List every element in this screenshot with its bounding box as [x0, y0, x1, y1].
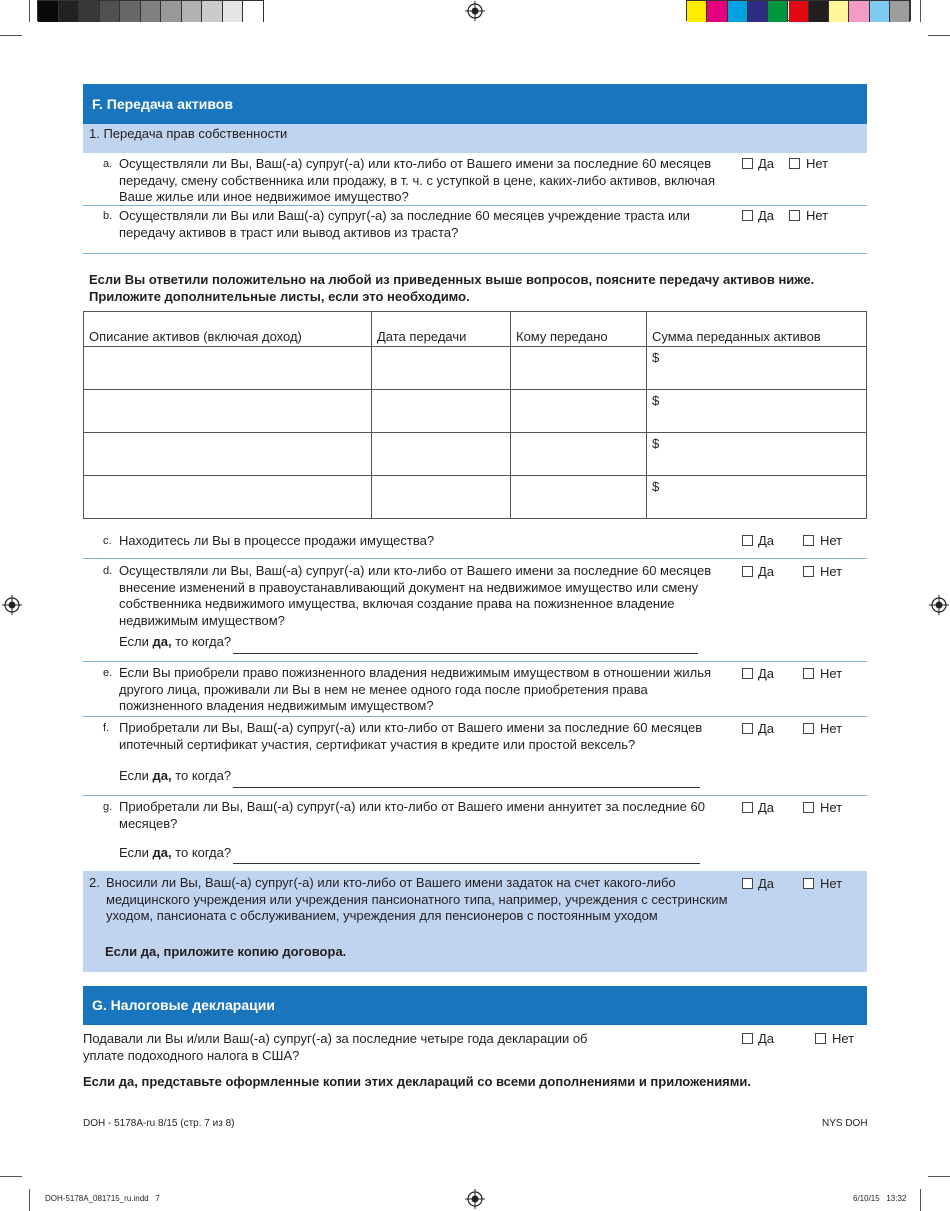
table-cell-description[interactable]	[84, 476, 372, 519]
color-swatch	[243, 1, 264, 22]
table-cell-date[interactable]	[372, 390, 511, 433]
question-2-yes-checkbox[interactable]	[742, 878, 753, 889]
question-g-no-checkbox[interactable]	[803, 802, 814, 813]
agency-name: NYS DOH	[822, 1118, 868, 1129]
crop-mark	[928, 1176, 950, 1177]
table-cell-amount[interactable]: $	[647, 390, 867, 433]
question-g-if-yes-label: Если да, то когда?	[119, 845, 232, 860]
file-slug: DOH-5178A_081715_ru.indd 7	[45, 1194, 160, 1203]
tax-return-yes-label: Да	[758, 1031, 775, 1046]
color-swatch	[768, 1, 788, 22]
question-f-yes-checkbox[interactable]	[742, 723, 753, 734]
question-2-note: Если да, приложите копию договора.	[105, 944, 347, 959]
tax-return-question: Подавали ли Вы и/или Ваш(-а) супруг(-а) за последние четыре года декларации об уплате подоходного налога в США?	[83, 1031, 588, 1063]
question-a-letter: a.	[103, 158, 113, 170]
question-f-if-yes-label: Если да, то когда?	[119, 768, 232, 783]
question-e-yes-checkbox[interactable]	[742, 668, 753, 679]
color-swatch	[789, 1, 809, 22]
crop-mark	[0, 35, 22, 36]
question-f-text: Приобретали ли Вы, Ваш(-а) супруг(-а) или кто-либо от Вашего имени за последние 60 месяцев ипотечный сертификат участия, сертификат участия в кредите или простой вексель?	[119, 720, 703, 752]
color-swatch	[38, 1, 59, 22]
asset-transfer-table	[83, 311, 867, 519]
question-d-no-label: Нет	[820, 564, 843, 579]
registration-mark-icon	[929, 595, 949, 615]
question-g-letter: g.	[103, 801, 113, 813]
color-swatch	[100, 1, 121, 22]
color-swatch	[809, 1, 829, 22]
question-a-no-label: Нет	[806, 156, 829, 171]
color-swatch	[223, 1, 244, 22]
color-swatch	[120, 1, 141, 22]
transfer-instruction: Если Вы ответили положительно на любой из приведенных выше вопросов, поясните передачу активов ниже. Приложите дополнительные листы, если это необходимо.	[89, 272, 815, 304]
color-swatch	[202, 1, 223, 22]
question-d-text: Осуществляли ли Вы, Ваш(-а) супруг(-а) или кто-либо от Вашего имени за последние 60 месяцев внесение изменений в правоустанавливающий документ на недвижимое имущество или смену собственника недвижимого имущества, включая создание права на пожизненное владение недвижимым имуществом?	[119, 563, 712, 628]
tax-return-no-label: Нет	[832, 1031, 855, 1046]
color-swatch	[161, 1, 182, 22]
table-cell-recipient[interactable]	[511, 433, 647, 476]
column-header-description: Описание активов (включая доход)	[84, 312, 372, 347]
question-d-letter: d.	[103, 565, 113, 577]
color-swatch	[182, 1, 203, 22]
question-c-yes-label: Да	[758, 533, 775, 548]
color-swatch	[748, 1, 768, 22]
question-c-no-label: Нет	[820, 533, 843, 548]
color-swatch	[870, 1, 890, 22]
question-b-no-checkbox[interactable]	[789, 210, 800, 221]
divider	[83, 205, 867, 206]
question-f-date-line[interactable]	[233, 787, 700, 788]
question-2-number: 2.	[89, 875, 100, 890]
question-b-yes-label: Да	[758, 208, 775, 223]
crop-mark	[920, 0, 921, 22]
question-g-yes-label: Да	[758, 800, 775, 815]
question-c-yes-checkbox[interactable]	[742, 535, 753, 546]
question-e-letter: e.	[103, 667, 113, 679]
crop-mark	[0, 1176, 22, 1177]
column-header-date: Дата передачи	[372, 312, 511, 347]
question-f-no-checkbox[interactable]	[803, 723, 814, 734]
divider	[83, 795, 867, 796]
question-a-yes-checkbox[interactable]	[742, 158, 753, 169]
print-datetime: 6/10/15 13:32	[853, 1194, 907, 1203]
registration-mark-icon	[465, 1189, 485, 1209]
divider	[83, 716, 867, 717]
question-f-yes-label: Да	[758, 721, 775, 736]
question-a-yes-label: Да	[758, 156, 775, 171]
section-f-header	[83, 84, 867, 124]
table-cell-date[interactable]	[372, 347, 511, 390]
table-cell-recipient[interactable]	[511, 390, 647, 433]
question-g-no-label: Нет	[820, 800, 843, 815]
crop-mark	[928, 35, 950, 36]
question-2-yes-label: Да	[758, 876, 775, 891]
question-g-text: Приобретали ли Вы, Ваш(-а) супруг(-а) или кто-либо от Вашего имени аннуитет за последние 60 месяцев?	[119, 799, 705, 831]
question-g-date-line[interactable]	[233, 863, 700, 864]
crop-mark	[29, 1189, 30, 1211]
question-b-yes-checkbox[interactable]	[742, 210, 753, 221]
column-header-recipient: Кому передано	[511, 312, 647, 347]
question-c-no-checkbox[interactable]	[803, 535, 814, 546]
question-e-yes-label: Да	[758, 666, 775, 681]
question-2-text: Вносили ли Вы, Ваш(-а) супруг(-а) или кто-либо от Вашего имени задаток на счет какого-либо медицинского учреждения или учреждения пансионатного типа, например, учреждения с сестринским уходом, пансионата с обслуживанием, учреждения для пенсионеров с постоянным уходом	[106, 875, 728, 923]
table-cell-recipient[interactable]	[511, 347, 647, 390]
question-d-date-line[interactable]	[233, 653, 698, 654]
table-cell-description[interactable]	[84, 390, 372, 433]
table-cell-date[interactable]	[372, 476, 511, 519]
table-row	[84, 347, 867, 390]
tax-return-note: Если да, представьте оформленные копии этих деклараций со всеми дополнениями и приложениями.	[83, 1074, 751, 1089]
divider	[83, 661, 867, 662]
question-f-no-label: Нет	[820, 721, 843, 736]
question-d-yes-checkbox[interactable]	[742, 566, 753, 577]
table-cell-recipient[interactable]	[511, 476, 647, 519]
table-cell-description[interactable]	[84, 433, 372, 476]
registration-mark-icon	[465, 1, 485, 21]
crop-mark	[920, 1189, 921, 1211]
question-c-text: Находитесь ли Вы в процессе продажи имущества?	[119, 533, 435, 548]
table-row	[84, 433, 867, 476]
question-a-text: Осуществляли ли Вы, Ваш(-а) супруг(-а) или кто-либо от Вашего имени за последние 60 месяцев передачу, смену собственника или продажу, в т. ч. с уступкой в цене, каких-либо активов, включая Ваше жилье или иное недвижимое имущество?	[119, 156, 716, 204]
section-g-title: G. Налоговые декларации	[92, 997, 275, 1013]
cmyk-colorbar	[686, 0, 911, 21]
question-2-block	[83, 871, 867, 972]
table-cell-amount[interactable]: $	[647, 347, 867, 390]
question-d-if-yes-label: Если да, то когда?	[119, 634, 232, 649]
divider	[83, 558, 867, 559]
color-swatch	[890, 1, 910, 22]
question-e-text: Если Вы приобрели право пожизненного владения недвижимым имуществом в отношении жилья другого лица, проживали ли Вы в нем не менее одного года после приобретения права пожизненного владения недвижимым имуществом?	[119, 665, 712, 713]
color-swatch	[707, 1, 727, 22]
divider	[83, 253, 867, 254]
subsection-1-title: 1. Передача прав собственности	[89, 126, 288, 141]
color-swatch	[79, 1, 100, 22]
subsection-1-bar	[83, 124, 867, 153]
question-e-no-label: Нет	[820, 666, 843, 681]
question-2-no-label: Нет	[820, 876, 843, 891]
question-d-no-checkbox[interactable]	[803, 566, 814, 577]
color-swatch	[141, 1, 162, 22]
table-cell-amount[interactable]: $	[647, 433, 867, 476]
table-cell-date[interactable]	[372, 433, 511, 476]
question-b-no-label: Нет	[806, 208, 829, 223]
table-row	[84, 390, 867, 433]
crop-mark	[29, 0, 30, 22]
question-b-letter: b.	[103, 210, 113, 222]
question-c-letter: c.	[103, 535, 112, 547]
question-b-text: Осуществляли ли Вы или Ваш(-а) супруг(-а) за последние 60 месяцев учреждение траста или передачу активов в траст или вывод активов из траста?	[119, 208, 691, 240]
tax-return-yes-checkbox[interactable]	[742, 1033, 753, 1044]
question-a-no-checkbox[interactable]	[789, 158, 800, 169]
table-cell-amount[interactable]: $	[647, 476, 867, 519]
section-g-header	[83, 986, 867, 1025]
form-id: DOH - 5178A-ru 8/15 (стр. 7 из 8)	[83, 1118, 235, 1129]
color-swatch	[829, 1, 849, 22]
tax-return-no-checkbox[interactable]	[815, 1033, 826, 1044]
question-2-no-checkbox[interactable]	[803, 878, 814, 889]
table-cell-description[interactable]	[84, 347, 372, 390]
question-f-letter: f.	[103, 722, 110, 734]
color-swatch	[59, 1, 80, 22]
color-swatch	[687, 1, 707, 22]
color-swatch	[849, 1, 869, 22]
table-row	[84, 476, 867, 519]
section-f-title: F. Передача активов	[92, 96, 233, 112]
registration-mark-icon	[2, 595, 22, 615]
grayscale-colorbar	[37, 0, 264, 21]
question-d-yes-label: Да	[758, 564, 775, 579]
question-e-no-checkbox[interactable]	[803, 668, 814, 679]
color-swatch	[728, 1, 748, 22]
question-g-yes-checkbox[interactable]	[742, 802, 753, 813]
column-header-amount: Сумма переданных активов	[647, 312, 867, 347]
